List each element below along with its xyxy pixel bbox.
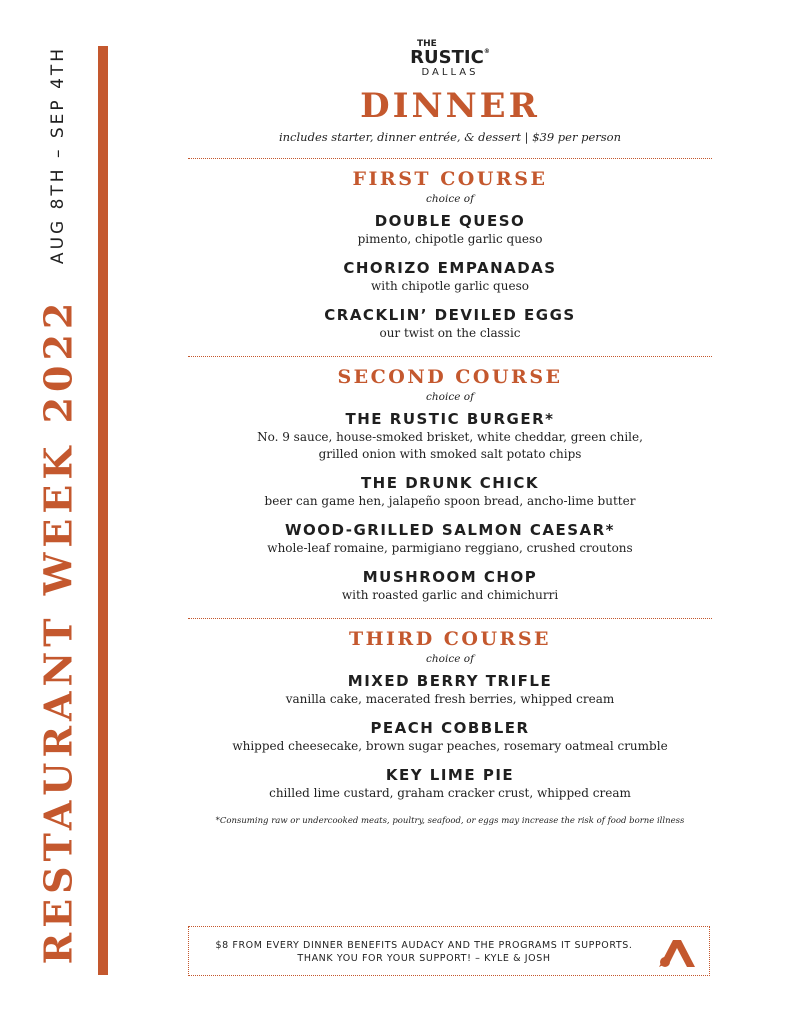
menu-item-name: WOOD-GRILLED SALMON CAESAR* [284, 521, 616, 539]
menu-item-description: with chipotle garlic queso [371, 279, 529, 293]
menu-item [188, 718, 712, 755]
event-title: RESTAURANT WEEK 2022 [35, 297, 81, 965]
menu-item-name: PEACH COBBLER [370, 719, 530, 737]
course-section [188, 167, 712, 342]
menu-item-description: beer can game hen, jalapeño spoon bread, ancho-lime butter [264, 494, 636, 508]
menu-item-description: our twist on the classic [379, 326, 521, 340]
logo-name-text: RUSTIC [410, 47, 484, 68]
menu-item-name: MIXED BERRY TRIFLE [347, 672, 553, 690]
audacy-a-icon [657, 938, 697, 968]
menu-item [188, 765, 712, 802]
menu-item-name: CRACKLIN’ DEVILED EGGS [324, 306, 576, 324]
sidebar [0, 0, 110, 1023]
course-section [188, 627, 712, 802]
menu-item [188, 567, 712, 604]
menu-item-description: whipped cheesecake, brown sugar peaches, rosemary oatmeal crumble [232, 739, 668, 753]
menu-item-name: DOUBLE QUESO [374, 212, 526, 230]
menu-item [188, 211, 712, 248]
support-line-1: $8 FROM EVERY DINNER BENEFITS AUDACY AND THE PROGRAMS IT SUPPORTS. [215, 940, 633, 951]
courses-list [188, 158, 712, 802]
logo-city: DALLAS [421, 67, 479, 78]
menu-item-description: chilled lime custard, graham cracker crust, whipped cream [269, 786, 631, 800]
course-choice-label: choice of [426, 193, 474, 205]
course-divider [188, 618, 712, 619]
course-section [188, 365, 712, 604]
support-text [189, 939, 659, 965]
menu-title: DINNER [360, 86, 540, 126]
menu-item-name: MUSHROOM CHOP [362, 568, 538, 586]
logo-registered-mark: ® [483, 48, 490, 55]
menu-item [188, 473, 712, 510]
menu-item-name: CHORIZO EMPANADAS [343, 259, 557, 277]
menu-item-name: THE DRUNK CHICK [360, 474, 540, 492]
menu-item [188, 520, 712, 557]
support-line-2: THANK YOU FOR YOUR SUPPORT! – KYLE & JOSH [297, 953, 551, 964]
event-dates: AUG 8TH – SEP 4TH [48, 45, 68, 265]
menu-item [188, 258, 712, 295]
course-divider [188, 356, 712, 357]
menu-item-description: grilled onion with smoked salt potato chips [318, 447, 582, 461]
menu-item-description: pimento, chipotle garlic queso [357, 232, 543, 246]
menu-content [188, 40, 712, 826]
menu-item-description: No. 9 sauce, house-smoked brisket, white cheddar, green chile, [257, 430, 643, 444]
accent-bar [98, 46, 108, 975]
menu-item-description: with roasted garlic and chimichurri [341, 588, 559, 602]
menu-subtitle: includes starter, dinner entrée, & dessert | $39 per person [278, 130, 622, 144]
food-safety-footnote: *Consuming raw or undercooked meats, poultry, seafood, or eggs may increase the risk of food borne illness [215, 816, 685, 826]
restaurant-logo [390, 40, 510, 78]
logo-name [390, 49, 510, 67]
menu-item-description: vanilla cake, macerated fresh berries, whipped cream [285, 692, 615, 706]
course-divider [188, 158, 712, 159]
course-title: THIRD COURSE [348, 628, 552, 650]
menu-item-description: whole-leaf romaine, parmigiano reggiano, crushed croutons [267, 541, 633, 555]
menu-item [188, 305, 712, 342]
menu-item-name: KEY LIME PIE [385, 766, 515, 784]
menu-item-name: THE RUSTIC BURGER* [345, 410, 555, 428]
menu-item [188, 671, 712, 708]
logo-the: THE [417, 39, 437, 49]
support-banner [188, 926, 710, 976]
menu-item [188, 409, 712, 463]
course-title: FIRST COURSE [352, 168, 548, 190]
course-choice-label: choice of [426, 653, 474, 665]
course-choice-label: choice of [426, 391, 474, 403]
course-title: SECOND COURSE [337, 366, 563, 388]
